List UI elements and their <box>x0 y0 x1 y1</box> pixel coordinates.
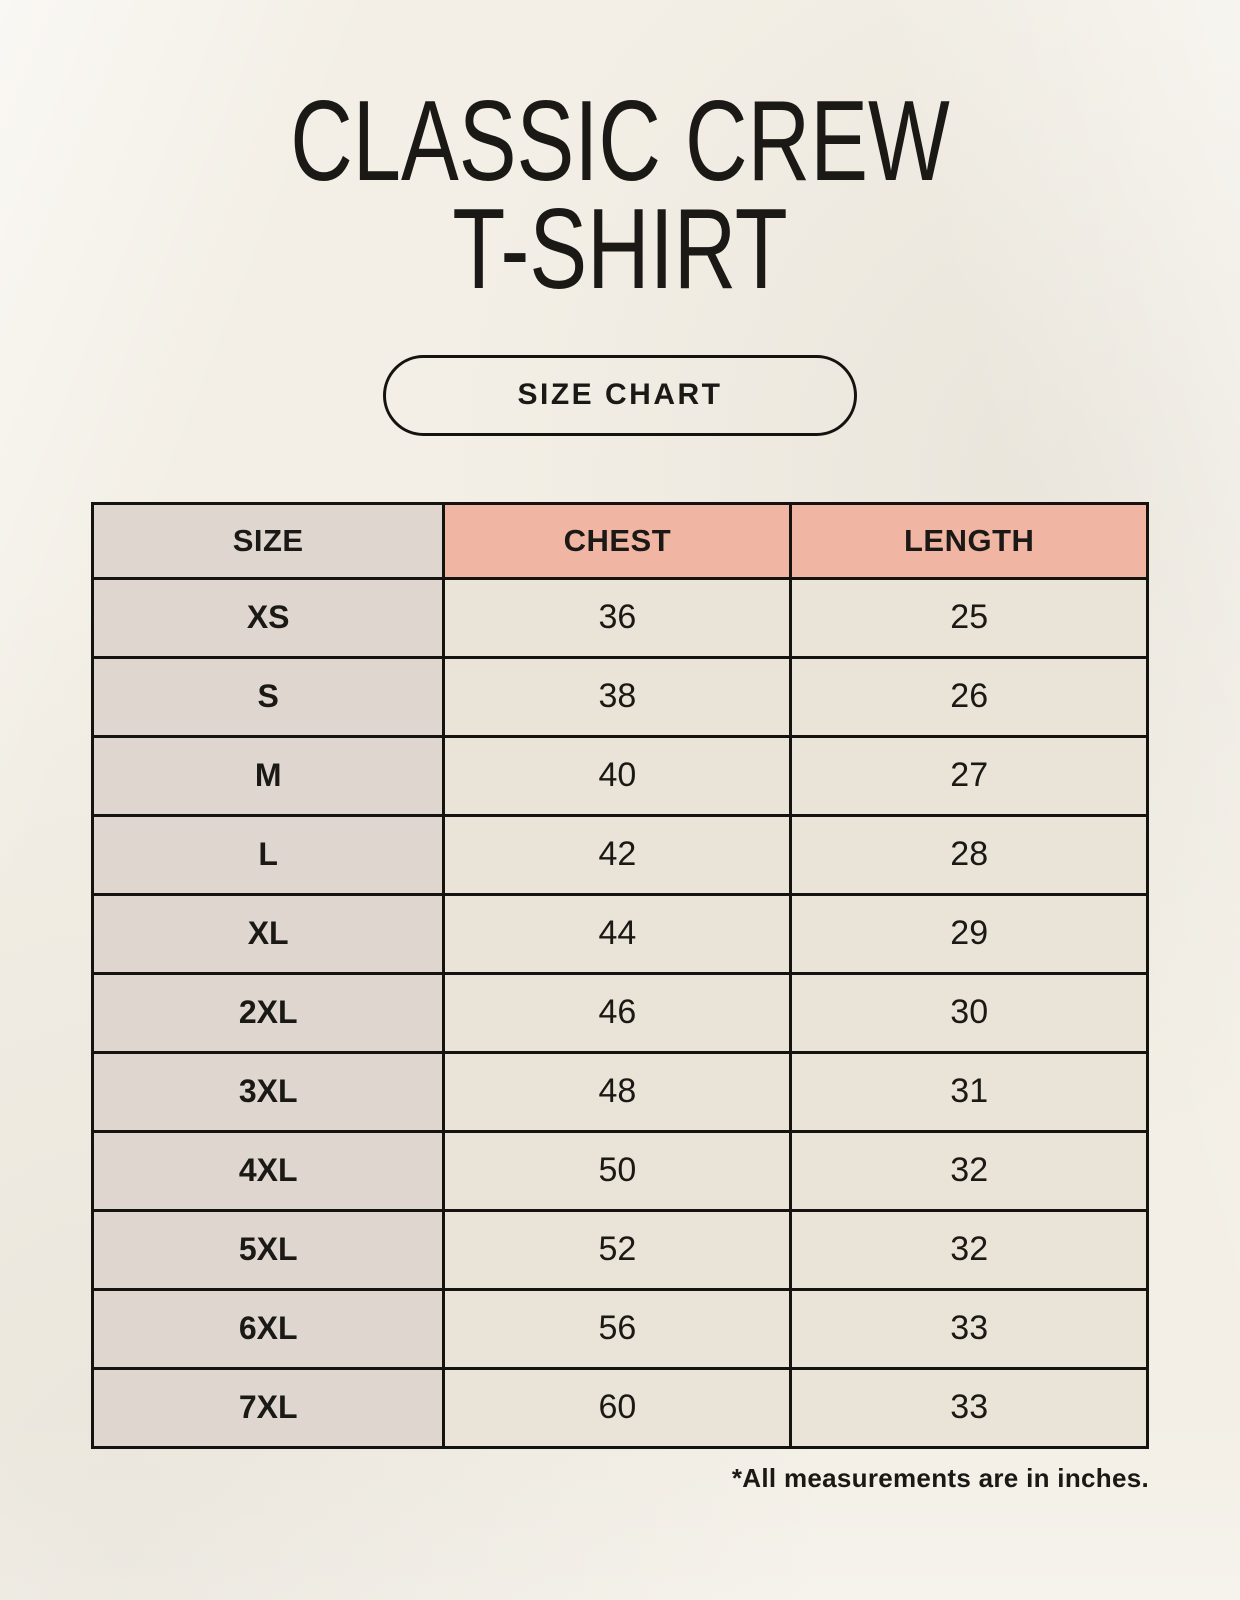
size-cell: M <box>93 736 444 815</box>
measurements-footnote: *All measurements are in inches. <box>731 1462 1149 1493</box>
chest-cell: 36 <box>444 578 791 657</box>
length-cell: 32 <box>791 1131 1148 1210</box>
size-cell: 3XL <box>93 1052 444 1131</box>
chest-cell: 52 <box>444 1210 791 1289</box>
size-table-container <box>91 502 1149 1449</box>
length-cell: 30 <box>791 973 1148 1052</box>
column-header-size: SIZE <box>93 503 444 578</box>
size-cell: XL <box>93 894 444 973</box>
chest-cell: 48 <box>444 1052 791 1131</box>
chest-cell: 42 <box>444 815 791 894</box>
size-chart-badge-label: SIZE CHART <box>517 378 723 412</box>
size-cell: 6XL <box>93 1289 444 1368</box>
length-cell: 26 <box>791 657 1148 736</box>
table-row <box>93 1368 1148 1447</box>
length-cell: 27 <box>791 736 1148 815</box>
table-row <box>93 736 1148 815</box>
length-cell: 33 <box>791 1289 1148 1368</box>
length-cell: 33 <box>791 1368 1148 1447</box>
title-line-2: T-SHIRT <box>452 186 788 314</box>
size-cell: S <box>93 657 444 736</box>
size-chart-badge[interactable] <box>383 355 857 436</box>
table-row <box>93 973 1148 1052</box>
length-cell: 28 <box>791 815 1148 894</box>
table-row <box>93 1131 1148 1210</box>
table-row <box>93 657 1148 736</box>
size-cell: 7XL <box>93 1368 444 1447</box>
size-table <box>91 502 1149 1449</box>
chest-cell: 60 <box>444 1368 791 1447</box>
chest-cell: 38 <box>444 657 791 736</box>
chest-cell: 46 <box>444 973 791 1052</box>
size-cell: L <box>93 815 444 894</box>
page-title <box>149 78 1091 314</box>
table-row <box>93 1289 1148 1368</box>
chest-cell: 44 <box>444 894 791 973</box>
chest-cell: 56 <box>444 1289 791 1368</box>
size-cell: 4XL <box>93 1131 444 1210</box>
title-line-1: CLASSIC CREW <box>290 78 950 205</box>
column-header-length: LENGTH <box>791 503 1148 578</box>
chest-cell: 50 <box>444 1131 791 1210</box>
table-row <box>93 578 1148 657</box>
chest-cell: 40 <box>444 736 791 815</box>
length-cell: 31 <box>791 1052 1148 1131</box>
size-cell: 5XL <box>93 1210 444 1289</box>
table-row <box>93 1052 1148 1131</box>
length-cell: 25 <box>791 578 1148 657</box>
size-table-body <box>93 578 1148 1447</box>
table-row <box>93 1210 1148 1289</box>
size-cell: XS <box>93 578 444 657</box>
table-row <box>93 894 1148 973</box>
column-header-chest: CHEST <box>444 503 791 578</box>
table-header-row <box>93 503 1148 578</box>
size-cell: 2XL <box>93 973 444 1052</box>
length-cell: 32 <box>791 1210 1148 1289</box>
length-cell: 29 <box>791 894 1148 973</box>
table-row <box>93 815 1148 894</box>
